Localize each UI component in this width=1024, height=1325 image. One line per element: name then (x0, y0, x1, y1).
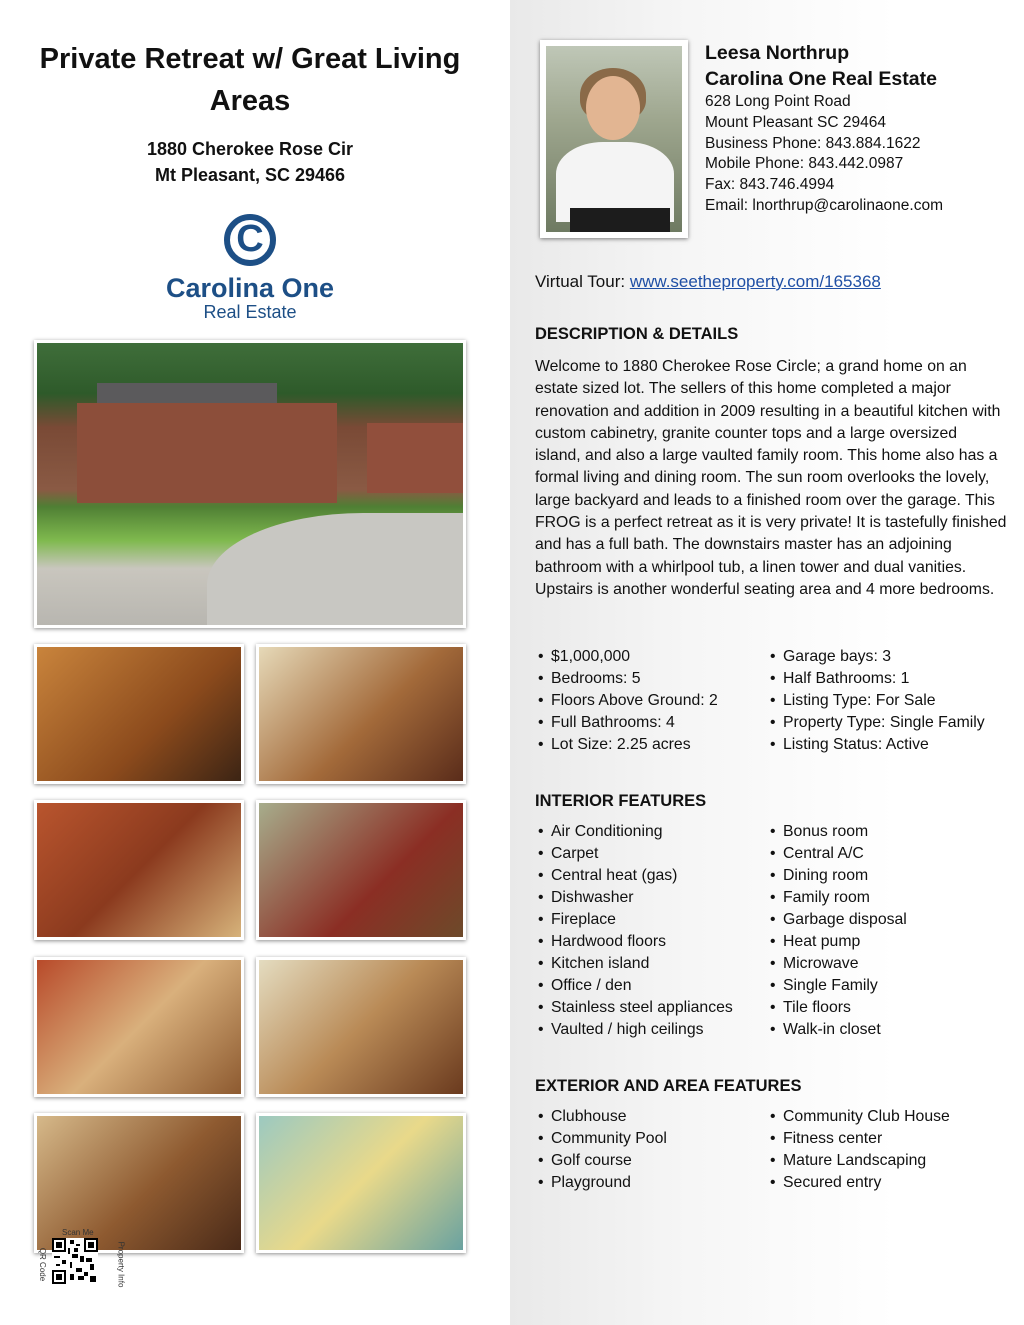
qr-code-icon (52, 1238, 98, 1284)
list-item: • Dining room (767, 865, 907, 887)
agent-business-phone: Business Phone: 843.884.1622 (705, 134, 921, 152)
list-item: • Air Conditioning (535, 821, 733, 843)
thumbnail-dining-room[interactable] (256, 644, 466, 784)
interior-list-right (767, 821, 907, 1041)
list-item: • Stainless steel appliances (535, 997, 733, 1019)
logo-letter: C (236, 218, 264, 260)
thumbnail-bonus-room[interactable] (34, 957, 244, 1097)
exterior-list-right (767, 1106, 950, 1194)
thumbnail-living-room[interactable] (34, 644, 244, 784)
interior-list-left (535, 821, 733, 1041)
list-item: • Bedrooms: 5 (535, 668, 718, 690)
agent-photo (540, 40, 688, 238)
list-item: • Tile floors (767, 997, 907, 1019)
list-item: • Fireplace (535, 909, 733, 931)
list-item: • Vaulted / high ceilings (535, 1019, 733, 1041)
list-item: • Garbage disposal (767, 909, 907, 931)
list-item: • Secured entry (767, 1172, 950, 1194)
thumbnail-bedroom[interactable] (256, 1113, 466, 1253)
list-item: • Playground (535, 1172, 667, 1194)
list-item: • Family room (767, 887, 907, 909)
description-text: Welcome to 1880 Cherokee Rose Circle; a grand home on an estate sized lot. The sellers of this home completed a major renovation and addition in 2009 resulting in a beautiful kitchen with custom cabinetry, granite counter tops and a large oversized island, and also a large vaulted family room. This home also has a formal living and dining room. The sun room overlooks the lovely, large backyard and leads to a finished room over the garage. This FROG is a perfect retreat as it is very private! It is tastefully finished and has a full bath. The downstairs master has an adjoining bathroom with a whirlpool tub, a linen tower and dual vanities. Upstairs is another wonderful seating area and 4 more bedrooms. (535, 358, 1007, 598)
listing-address (20, 136, 480, 188)
interior-heading: INTERIOR FEATURES (535, 792, 707, 810)
list-item: • Kitchen island (535, 953, 733, 975)
list-item: • Hardwood floors (535, 931, 733, 953)
list-item: • Golf course (535, 1150, 667, 1172)
list-item: • Lot Size: 2.25 acres (535, 734, 718, 756)
agent-fax: Fax: 843.746.4994 (705, 176, 835, 194)
list-item: • Listing Type: For Sale (767, 690, 985, 712)
list-item: • Fitness center (767, 1128, 950, 1150)
exterior-heading: EXTERIOR AND AREA FEATURES (535, 1077, 802, 1095)
list-item: • Office / den (535, 975, 733, 997)
virtual-tour-link[interactable]: www.seetheproperty.com/165368 (629, 272, 881, 291)
list-item: • Clubhouse (535, 1106, 667, 1128)
agent-street: 628 Long Point Road (705, 93, 851, 110)
list-item: • Full Bathrooms: 4 (535, 712, 718, 734)
main-house-photo[interactable] (34, 340, 466, 628)
thumbnail-kitchen[interactable] (34, 800, 244, 940)
list-item: • Dishwasher (535, 887, 733, 909)
list-item: • Heat pump (767, 931, 907, 953)
agent-photo-face (586, 76, 640, 140)
thumbnail-office[interactable] (256, 957, 466, 1097)
list-item: • Central A/C (767, 843, 907, 865)
copyright-c-icon (224, 214, 276, 266)
list-item: • Bonus room (767, 821, 907, 843)
list-item: • Mature Landscaping (767, 1150, 950, 1172)
photo-house-shape (77, 403, 337, 503)
brokerage-logo (150, 212, 350, 330)
agent-mobile-phone: Mobile Phone: 843.442.0987 (705, 155, 904, 173)
virtual-tour-label: Virtual Tour: (535, 272, 630, 291)
qr-right-label: Property Info (116, 1241, 126, 1288)
agent-name: Leesa Northrup (705, 42, 850, 64)
agent-city: Mount Pleasant SC 29464 (705, 113, 886, 131)
exterior-list-left (535, 1106, 667, 1194)
list-item: • Single Family (767, 975, 907, 997)
list-item: • Microwave (767, 953, 907, 975)
description-heading: DESCRIPTION & DETAILS (535, 325, 739, 343)
list-item: • $1,000,000 (535, 646, 718, 668)
agent-contact (705, 40, 1015, 217)
qr-left-label: QR Code (38, 1247, 48, 1282)
logo-subtitle: Real Estate (203, 302, 297, 322)
thumbnail-family-room[interactable] (256, 800, 466, 940)
details-list-left (535, 646, 718, 756)
list-item: • Floors Above Ground: 2 (535, 690, 718, 712)
qr-scan-label: Scan Me (62, 1228, 94, 1237)
details-list-right (767, 646, 985, 756)
address-line-1: 1880 Cherokee Rose Cir (146, 139, 354, 159)
photo-wing-shape (367, 423, 466, 493)
address-line-2: Mt Pleasant, SC 29466 (154, 165, 346, 185)
agent-company: Carolina One Real Estate (705, 68, 937, 90)
list-item: • Property Type: Single Family (767, 712, 985, 734)
listing-title: Private Retreat w/ Great Living Areas (39, 43, 461, 117)
list-item: • Listing Status: Active (767, 734, 985, 756)
agent-email: Email: lnorthrup@carolinaone.com (705, 196, 944, 214)
list-item: • Garage bays: 3 (767, 646, 985, 668)
list-item: • Community Club House (767, 1106, 950, 1128)
qr-code-block[interactable] (38, 1228, 126, 1306)
photo-driveway-shape (207, 513, 466, 628)
list-item: • Walk-in closet (767, 1019, 907, 1041)
virtual-tour (535, 272, 881, 292)
logo-name: Carolina One (165, 273, 335, 303)
agent-photo-pants (570, 208, 670, 238)
list-item: • Community Pool (535, 1128, 667, 1150)
list-item: • Carpet (535, 843, 733, 865)
list-item: • Central heat (gas) (535, 865, 733, 887)
list-item: • Half Bathrooms: 1 (767, 668, 985, 690)
